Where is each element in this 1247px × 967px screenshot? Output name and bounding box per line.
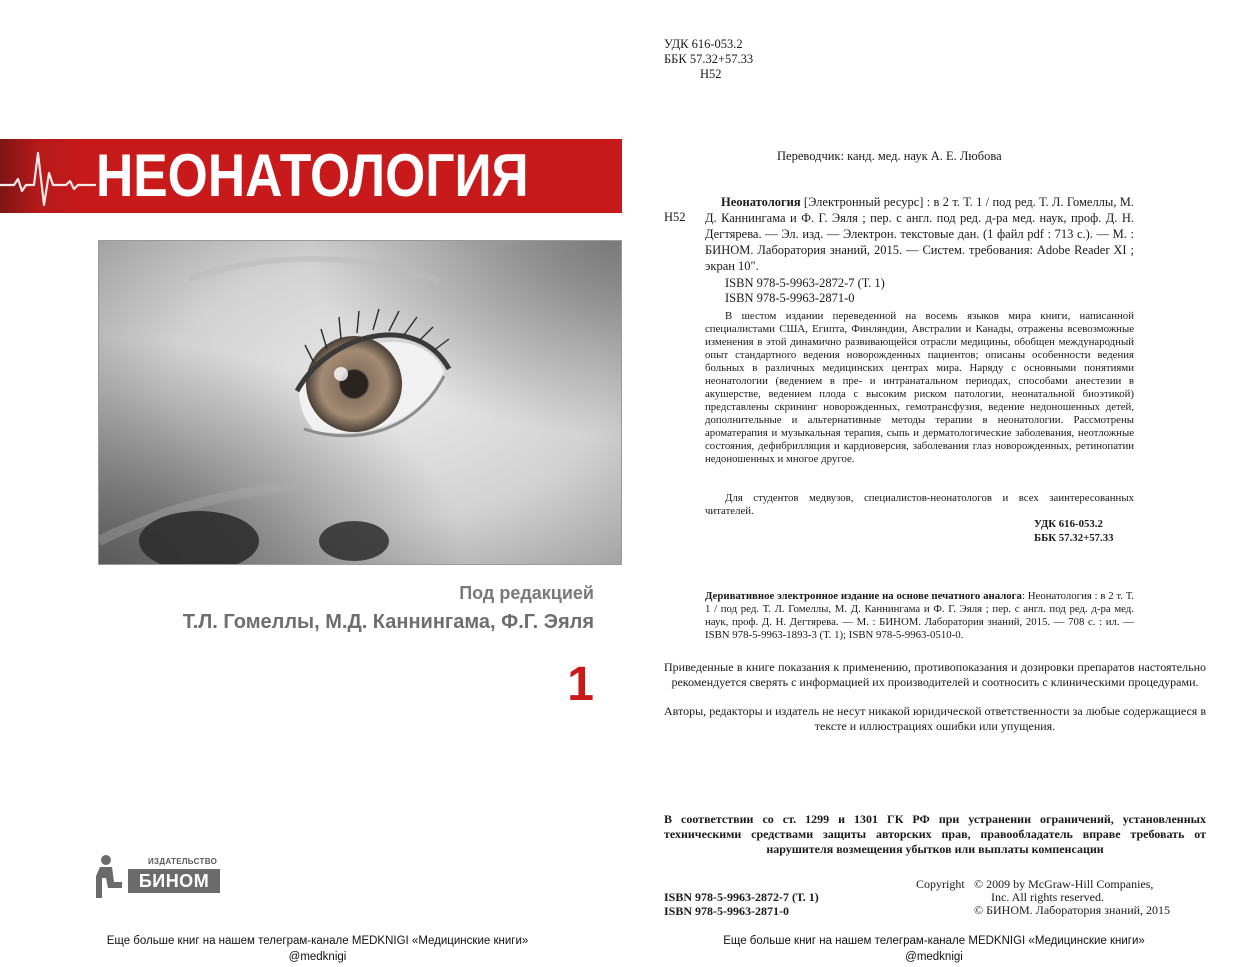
liability-disclaimer: Авторы, редакторы и издатель не несут никакой юридической ответственности за любые содержащиеся в тексте и иллюстрациях ошибки или упущения. [664, 704, 1206, 733]
catalog-entry [705, 194, 1134, 274]
author-mark: Н52 [700, 67, 722, 81]
udk-code: УДК 616-053.2 [664, 37, 743, 51]
cover-editors: Т.Л. Гомеллы, М.Д. Каннингама, Ф.Г. Эяля [182, 611, 594, 633]
derivative-edition-note [705, 590, 1134, 642]
derivative-description: : Неонатология : в 2 т. Т. 1 / под ред. Т. Л. Гомеллы, М. Д. Каннингама и Ф. Г. Эяля ; пер. с англ. под ред. д-ра мед. наук, проф. Д. Н. Дегтярева. — М. : БИНОМ. Лаборатория знаний, 2015. — 708 с. : ил. — ISBN 978-5-9963-1893-3 (Т. 1); ISBN 978-5-9963-0510-0. [705, 590, 1134, 641]
bbk-code-right: ББК 57.32+57.33 [1034, 532, 1114, 544]
copyright-word: Copyright [916, 877, 965, 891]
bbk-code: ББК 57.32+57.33 [664, 52, 754, 66]
isbn-volume-1: ISBN 978-5-9963-2872-7 (Т. 1) [725, 276, 885, 290]
copyright-binom: © БИНОМ. Лаборатория знаний, 2015 [974, 903, 1171, 917]
ecg-heartbeat-icon [0, 139, 96, 213]
copyright-mcgraw: © 2009 by McGraw-Hill Companies, [974, 877, 1154, 891]
catalog-mark: Н52 [664, 210, 686, 224]
publisher-logo [92, 854, 228, 900]
catalog-description: [Электронный ресурс] : в 2 т. Т. 1 / под ред. Т. Л. Гомеллы, М. Д. Каннингама и Ф. Г. Эяля ; пер. с англ. под ред. д-ра мед. наук, проф. Д. Н. Дегтярева. — Эл. изд. — Электрон. текстовые дан. (1 файл pdf : 713 с.). — М. : БИНОМ. Лаборатория знаний, 2015. — Систем. требования: Adobe Reader XI ; экран 10". [705, 195, 1134, 273]
bottom-isbn-set: ISBN 978-5-9963-2871-0 [664, 904, 789, 918]
isbn-set: ISBN 978-5-9963-2871-0 [725, 291, 855, 305]
cover-title-band [0, 139, 622, 213]
book-cover-page [0, 0, 622, 967]
legal-notice: В соответствии со ст. 1299 и 1301 ГК РФ при устранении ограничений, установленных техническими средствами защиты авторских прав, правообладатель вправе требовать от нарушителя возмещения убытков или выплаты компенсации [664, 812, 1206, 856]
footer-line: Еще больше книг на нашем телеграм-канале MEDKNIGI «Медицинские книги» [723, 935, 1145, 947]
book-abstract: В шестом издании переведенной на восемь языков мира книги, написанной специалистами США, Египта, Финляндии, Австралии и Канады, отражены всевозможные изменения в этой динамично развивающейся отрасли медицины, обобщен международный опыт стандартного ведения новорожденных пациентов; описаны особенности ведения больных в различных медицинских центрах мира. Наряду с основными понятиями неонатологии (ведением в пре- и интранатальном периодах, способами анестезии в акушерстве, ведением плода с высоким риском патологии, неонатальной биоэтикой) представлены скрининг новорожденных, гемотрансфузия, ведение недоношенных детей, дополнительные и альтернативные методы терапии в неонатологии. Рассмотрены ароматерапия и музыкальная терапия, сыпь и дерматологические заболевания, неотложные состояния, дефибрилляция и кардиоверсия, заболевания глаз новорожденных, ретинопатии недоношенных и многое другое. [705, 310, 1134, 465]
audience-note: Для студентов медвузов, специалистов-неонатологов и всех заинтересованных читателей. [705, 492, 1134, 517]
under-edition-label: Под редакцией [459, 583, 594, 603]
volume-number: 1 [567, 658, 594, 711]
footer-line: Еще больше книг на нашем телеграм-канале MEDKNIGI «Медицинские книги» [106, 935, 529, 947]
translator-line: Переводчик: канд. мед. наук А. Е. Любова [777, 149, 1002, 163]
footer-handle: @medknigi [905, 951, 963, 963]
publisher-name: БИНОМ [128, 869, 220, 893]
bottom-isbn-volume-1: ISBN 978-5-9963-2872-7 (Т. 1) [664, 890, 819, 904]
cover-photo-baby-eye [98, 240, 622, 565]
publisher-tag: ИЗДАТЕЛЬСТВО [148, 857, 218, 866]
imprint-page [622, 0, 1247, 967]
footer-handle: @medknigi [288, 951, 347, 963]
seated-person-icon [92, 854, 124, 898]
dosage-warning: Приведенные в книге показания к применению, противопоказания и дозировки препаратов настоятельно рекомендуется сверять с информацией их производителей и соотносить с клиническими процедурами. [664, 660, 1206, 689]
telegram-footer [80, 933, 555, 965]
telegram-footer [694, 933, 1174, 965]
catalog-title: Неонатология [721, 195, 801, 209]
baby-eye-illustration [99, 241, 622, 565]
udk-code-right: УДК 616-053.2 [1034, 518, 1103, 530]
cover-title: НЕОНАТОЛОГИЯ [96, 142, 529, 209]
copyright-rights: Inc. All rights reserved. [991, 890, 1104, 904]
derivative-title: Деривативное электронное издание на основе печатного аналога [705, 590, 1022, 602]
